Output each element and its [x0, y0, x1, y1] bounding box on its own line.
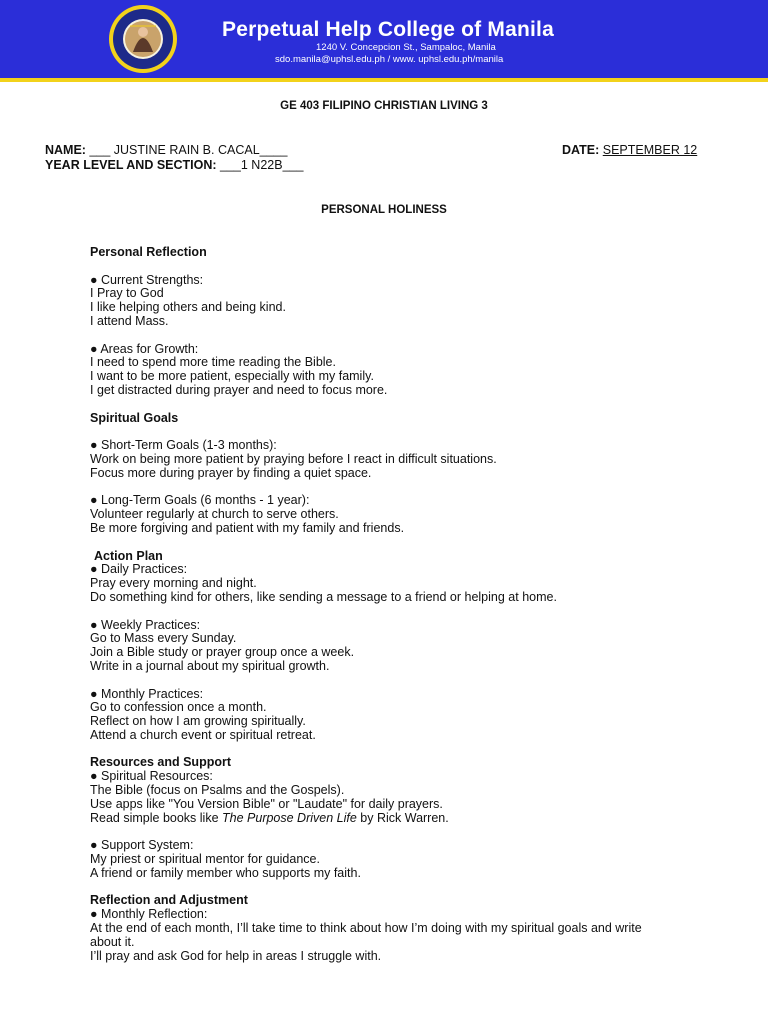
college-name: Perpetual Help College of Manila: [222, 18, 554, 41]
list-item: [90, 812, 710, 826]
section-heading: Personal Reflection: [90, 245, 207, 259]
book-suffix: by Rick Warren.: [356, 810, 449, 825]
long-goals-label: ● Long-Term Goals (6 months - 1 year):: [90, 493, 310, 508]
course-title: GE 403 FILIPINO CHRISTIAN LIVING 3: [280, 100, 488, 112]
section-heading: Reflection and Adjustment: [90, 893, 248, 908]
year-value: ___1 N22B___: [220, 158, 304, 172]
list-item: Be more forgiving and patient with my family and friends.: [90, 520, 405, 535]
list-item: Write in a journal about my spiritual growth.: [90, 658, 330, 673]
list-item: I get distracted during prayer and need to focus more.: [90, 382, 388, 397]
growth-label: ● Areas for Growth:: [90, 341, 199, 356]
list-item: At the end of each month, I’ll take time to think about how I’m doing with my spiritual goals and write: [90, 921, 642, 936]
list-item: Do something kind for others, like sending a message to a friend or helping at home.: [90, 589, 557, 604]
header-banner: [0, 0, 768, 82]
name-row: [45, 143, 287, 157]
name-value: ___ JUSTINE RAIN B. CACAL____: [89, 143, 288, 157]
college-contact: sdo.manila@uphsl.edu.ph / www. uphsl.edu.ph/manila: [275, 54, 504, 65]
list-item: Use apps like "You Version Bible" or "Laudate" for daily prayers.: [90, 796, 443, 811]
strengths-label: ● Current Strengths:: [90, 272, 204, 287]
section-heading: Spiritual Goals: [90, 410, 179, 425]
document-body: [90, 246, 710, 963]
list-item: A friend or family member who supports my faith.: [90, 865, 361, 880]
year-row: [45, 158, 303, 172]
monthly-reflection-label: ● Monthly Reflection:: [90, 907, 208, 922]
list-item: I’ll pray and ask God for help in areas I struggle with.: [90, 948, 382, 963]
list-item: Volunteer regularly at church to serve others.: [90, 507, 339, 522]
section-heading: Resources and Support: [90, 755, 231, 770]
list-item: Reflect on how I am growing spiritually.: [90, 714, 306, 729]
list-item: Join a Bible study or prayer group once a week.: [90, 645, 355, 660]
daily-label: ● Daily Practices:: [90, 562, 188, 577]
name-label: NAME:: [45, 143, 86, 157]
list-item: Focus more during prayer by finding a quiet space.: [90, 465, 372, 480]
list-item: I want to be more patient, especially with my family.: [90, 369, 374, 384]
college-address: 1240 V. Concepcion St., Sampaloc, Manila: [316, 42, 496, 53]
list-item: Pray every morning and night.: [90, 576, 257, 591]
support-system-label: ● Support System:: [90, 838, 194, 853]
spiritual-resources-label: ● Spiritual Resources:: [90, 769, 213, 784]
list-item: about it.: [90, 934, 135, 949]
list-item: I attend Mass.: [90, 313, 169, 328]
section-heading: Action Plan: [94, 548, 163, 563]
list-item: The Bible (focus on Psalms and the Gospels).: [90, 783, 345, 798]
book-prefix: Read simple books like: [90, 810, 223, 825]
list-item: I like helping others and being kind.: [90, 300, 286, 315]
list-item: I Pray to God: [90, 286, 164, 301]
list-item: My priest or spiritual mentor for guidance.: [90, 852, 320, 867]
list-item: Attend a church event or spiritual retreat.: [90, 727, 316, 742]
date-value: SEPTEMBER 12: [602, 143, 698, 157]
college-seal-logo: [108, 4, 178, 74]
short-goals-label: ● Short-Term Goals (1-3 months):: [90, 438, 277, 453]
book-title: The Purpose Driven Life: [222, 810, 357, 825]
year-label: YEAR LEVEL AND SECTION:: [45, 158, 217, 172]
date-row: [562, 143, 697, 157]
list-item: Go to confession once a month.: [90, 700, 267, 715]
list-item: I need to spend more time reading the Bible.: [90, 355, 336, 370]
monthly-label: ● Monthly Practices:: [90, 686, 204, 701]
list-item: Work on being more patient by praying before I react in difficult situations.: [90, 451, 497, 466]
document-title: PERSONAL HOLINESS: [321, 204, 447, 216]
date-label: DATE:: [562, 143, 600, 157]
list-item: Go to Mass every Sunday.: [90, 631, 237, 646]
weekly-label: ● Weekly Practices:: [90, 617, 201, 632]
